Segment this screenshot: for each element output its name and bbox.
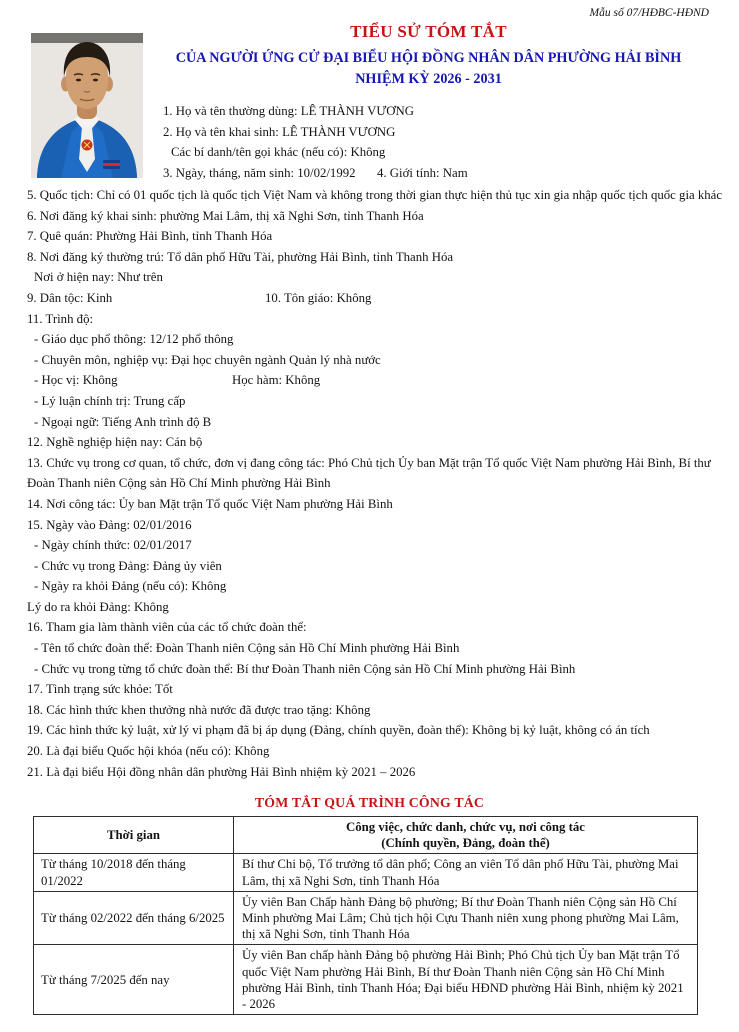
table-row [34,891,698,945]
item-party-position: - Chức vụ trong Đảng: Đảng ủy viên [34,558,222,573]
item-occupation: 12. Nghề nghiệp hiện nay: Cán bộ [27,435,203,450]
work-period: Từ tháng 10/2018 đến tháng 01/2022 [34,854,234,891]
item-general-education: - Giáo dục phổ thông: 12/12 phổ thông [34,332,234,347]
item-date-of-birth: 3. Ngày, tháng, năm sinh: 10/02/1992 [163,165,356,180]
item-organization-role: - Chức vụ trong từng tổ chức đoàn thể: Bí thư Đoàn Thanh niên Cộng sản Hồ Chí Minh phường Hải Bình [34,661,576,676]
item-hometown: 7. Quê quán: Phường Hải Bình, tỉnh Thanh Hóa [27,229,273,244]
candidate-photo [31,33,143,178]
item-current-residence: Nơi ở hiện nay: Như trên [34,270,163,285]
item-common-name: 1. Họ và tên thường dùng: LÊ THÀNH VƯƠNG [163,104,414,118]
item-qualifications: 11. Trình độ: [27,311,94,326]
item-academic-title: Học hàm: Không [232,373,321,388]
item-foreign-language: - Ngoại ngữ: Tiếng Anh trình độ B [34,414,212,429]
item-gender: 4. Giới tính: Nam [377,165,468,180]
item-birth-registration: 6. Nơi đăng ký khai sinh: phường Mai Lâm, thị xã Nghi Sơn, tỉnh Thanh Hóa [27,208,424,223]
item-workplace: 14. Nơi công tác: Ủy ban Mặt trận Tổ quốc Việt Nam phường Hải Bình [27,496,393,511]
item-organizations: 16. Tham gia làm thành viên của các tổ chức đoàn thể: [27,620,307,635]
item-party-join-date: 15. Ngày vào Đảng: 02/01/2016 [27,517,192,532]
work-description: Bí thư Chi bộ, Tổ trưởng tổ dân phố; Công an viên Tổ dân phố Hữu Tài, phường Mai Lâm, thị xã Nghi Sơn, tỉnh Thanh Hóa [234,854,698,891]
item-national-assembly: 20. Là đại biểu Quốc hội khóa (nếu có): Không [27,744,270,759]
item-birth-name: 2. Họ và tên khai sinh: LÊ THÀNH VƯƠNG [163,124,396,139]
item-state-awards: 18. Các hình thức khen thưởng nhà nước đã được trao tặng: Không [27,702,371,717]
biography-details [27,185,723,782]
candidate-identity-block [163,101,468,183]
table-row [34,945,698,1015]
item-current-position: 13. Chức vụ trong cơ quan, tổ chức, đơn vị đang công tác: Phó Chủ tịch Ủy ban Mặt trận Tổ quốc Việt Nam phường Hải Bình, Bí thư Đoàn Thanh niên Cộng sản Hồ Chí Minh phường Hải Bình [27,455,711,491]
item-political-theory: - Lý luận chính trị: Trung cấp [34,393,186,408]
item-health-status: 17. Tình trạng sức khỏe: Tốt [27,682,173,697]
work-description: Ủy viên Ban chấp hành Đảng bộ phường Hải Bình; Phó Chủ tịch Ủy ban Mặt trận Tổ quốc Việt Nam phường Hải Bình, Bí thư Đoàn Thanh niên Cộng sản Hồ Chí Minh phường Hải Bình, tỉnh Thanh Hóa; Đại biểu HĐND phường Hải Bình, nhiệm kỳ 2021 - 2026 [234,945,698,1015]
item-nationality: 5. Quốc tịch: Chỉ có 01 quốc tịch là quốc tịch Việt Nam và không trong thời gian thực hiện thủ tục xin gia nhập quốc tịch quốc gia khác [27,188,723,202]
work-history-table [33,816,698,1015]
item-permanent-residence: 8. Nơi đăng ký thường trú: Tổ dân phố Hữu Tài, phường Hải Bình, tỉnh Thanh Hóa [27,249,454,264]
work-period: Từ tháng 02/2022 đến tháng 6/2025 [34,891,234,945]
item-degree-row [27,370,713,391]
item-ethnicity: 9. Dân tộc: Kinh [27,290,113,305]
column-header-job [234,817,698,854]
item-academic-degree: - Học vị: Không [34,373,118,388]
item-organization-name: - Tên tổ chức đoàn thể: Đoàn Thanh niên Cộng sản Hồ Chí Minh phường Hải Bình [34,641,460,656]
item-party-official-date: - Ngày chính thức: 02/01/2017 [34,538,192,553]
item-peoples-council: 21. Là đại biểu Hội đồng nhân dân phường Hải Bình nhiệm kỳ 2021 – 2026 [27,764,416,779]
item-religion: 10. Tôn giáo: Không [265,290,372,305]
page-title: TIỂU SỬ TÓM TẮT [350,22,507,41]
table-header-row [34,817,698,854]
column-header-time: Thời gian [34,817,234,854]
item-professional-education: - Chuyên môn, nghiệp vụ: Đại học chuyên ngành Quản lý nhà nước [34,352,381,367]
item-ethnicity-religion-row [27,288,713,309]
work-period: Từ tháng 7/2025 đến nay [34,945,234,1015]
item-party-leave-reason: Lý do ra khỏi Đảng: Không [27,599,169,614]
item-disciplinary-actions: 19. Các hình thức kỷ luật, xử lý vi phạm đã bị áp dụng (Đảng, chính quyền, đoàn thể): Không bị kỷ luật, không có án tích [27,723,650,738]
work-description: Ủy viên Ban Chấp hành Đảng bộ phường; Bí thư Đoàn Thanh niên Cộng sản Hồ Chí Minh phường Mai Lâm; Chủ tịch hội Cựu Thanh niên xung phong phường Mai Lâm, thị xã Nghi Sơn, tỉnh Thanh Hóa [234,891,698,945]
table-row [34,854,698,891]
form-number-label: Mẫu số 07/HĐBC-HĐND [589,7,709,19]
page-subtitle-line1: CỦA NGƯỜI ỨNG CỬ ĐẠI BIỂU HỘI ĐỒNG NHÂN DÂN PHƯỜNG HẢI BÌNH [175,50,682,66]
work-history-title: TÓM TẮT QUÁ TRÌNH CÔNG TÁC [254,795,485,810]
portrait-photo-icon [31,33,143,178]
document-header [143,22,714,89]
column-header-job-line1: Công việc, chức danh, chức vụ, nơi công tác [346,820,585,834]
item-party-leave-date: - Ngày ra khỏi Đảng (nếu có): Không [34,579,227,594]
column-header-job-line2: (Chính quyền, Đảng, đoàn thể) [381,836,550,851]
item-dob-gender-row [163,163,468,184]
page-subtitle-line2: NHIỆM KỲ 2026 - 2031 [355,71,502,87]
item-alias: Các bí danh/tên gọi khác (nếu có): Không [171,145,386,160]
